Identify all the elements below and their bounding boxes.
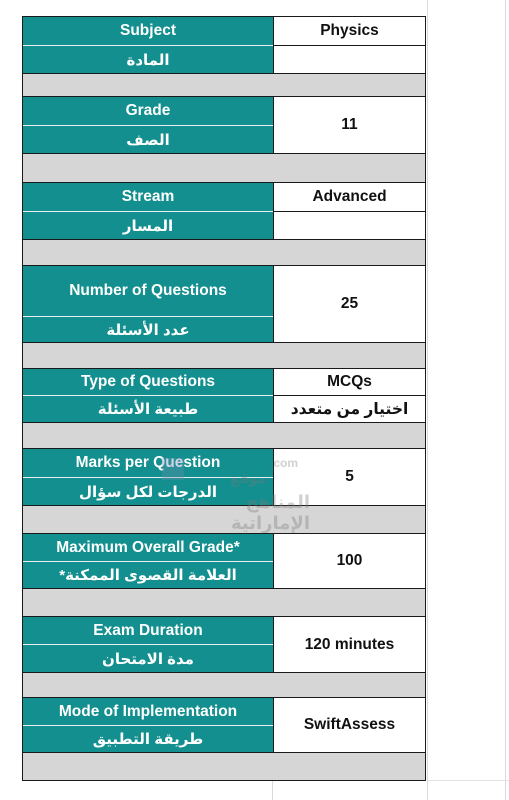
label-duration-en: Exam Duration: [23, 617, 273, 644]
label-grade-en: Grade: [23, 97, 273, 125]
value-type-of-questions-ar[interactable]: اختيار من متعدد: [274, 395, 425, 422]
value-stream[interactable]: Advanced: [274, 183, 425, 211]
row-exam-duration: [23, 617, 425, 673]
label-max-grade-ar: العلامة القصوى الممكنة*: [23, 561, 273, 588]
spacer-row: [23, 589, 425, 617]
watermark-line2: المناهج الإماراتية: [230, 492, 310, 533]
label-questions-ar: عدد الأسئلة: [23, 316, 273, 342]
row-number-of-questions: [23, 266, 425, 343]
label-questions-en: Number of Questions: [23, 266, 273, 316]
grid-line: [272, 780, 273, 800]
value-mode-of-implementation[interactable]: SwiftAssess: [274, 698, 425, 752]
label-max-grade-en: Maximum Overall Grade*: [23, 534, 273, 561]
row-maximum-grade: [23, 534, 425, 589]
label-subject-ar: المادة: [23, 45, 273, 73]
spacer-row: [23, 74, 425, 97]
watermark-line1: موقع: [230, 470, 267, 486]
grid-line: [427, 0, 428, 800]
spacer-row: [23, 673, 425, 698]
row-marks-per-question: [23, 449, 425, 506]
label-marks-ar: الدرجات لكل سؤال: [23, 477, 273, 505]
label-subject-en: Subject: [23, 17, 273, 45]
value-marks-per-question[interactable]: 5: [274, 449, 425, 505]
label-grade-ar: الصف: [23, 125, 273, 153]
exam-spec-table: [22, 16, 426, 781]
spacer-row: [23, 154, 425, 183]
value-stream-2[interactable]: [274, 211, 425, 240]
value-exam-duration[interactable]: 120 minutes: [274, 617, 425, 672]
label-stream-en: Stream: [23, 183, 273, 211]
spacer-row: [23, 343, 425, 369]
value-grade[interactable]: 11: [274, 97, 425, 153]
label-type-ar: طبيعة الأسئلة: [23, 395, 273, 422]
watermark-site: .com: [270, 456, 299, 470]
row-mode-of-implementation: [23, 698, 425, 753]
grid-line: [427, 780, 509, 781]
grid-line: [505, 0, 506, 800]
label-stream-ar: المسار: [23, 211, 273, 239]
value-maximum-grade[interactable]: 100: [274, 534, 425, 588]
spacer-row: [23, 753, 425, 780]
label-marks-en: Marks per Question: [23, 449, 273, 477]
row-grade: [23, 97, 425, 154]
value-subject-2[interactable]: [274, 45, 425, 74]
label-duration-ar: مدة الامتحان: [23, 644, 273, 672]
spacer-row: [23, 240, 425, 266]
spacer-row: [23, 506, 425, 534]
label-mode-ar: طريقة التطبيق: [23, 725, 273, 752]
value-type-of-questions[interactable]: MCQs: [274, 369, 425, 395]
label-mode-en: Mode of Implementation: [23, 698, 273, 725]
label-type-en: Type of Questions: [23, 369, 273, 395]
value-subject[interactable]: Physics: [274, 17, 425, 45]
row-stream: [23, 183, 425, 240]
row-subject: [23, 17, 425, 74]
row-type-of-questions: [23, 369, 425, 423]
spacer-row: [23, 423, 425, 449]
value-number-of-questions[interactable]: 25: [274, 266, 425, 342]
